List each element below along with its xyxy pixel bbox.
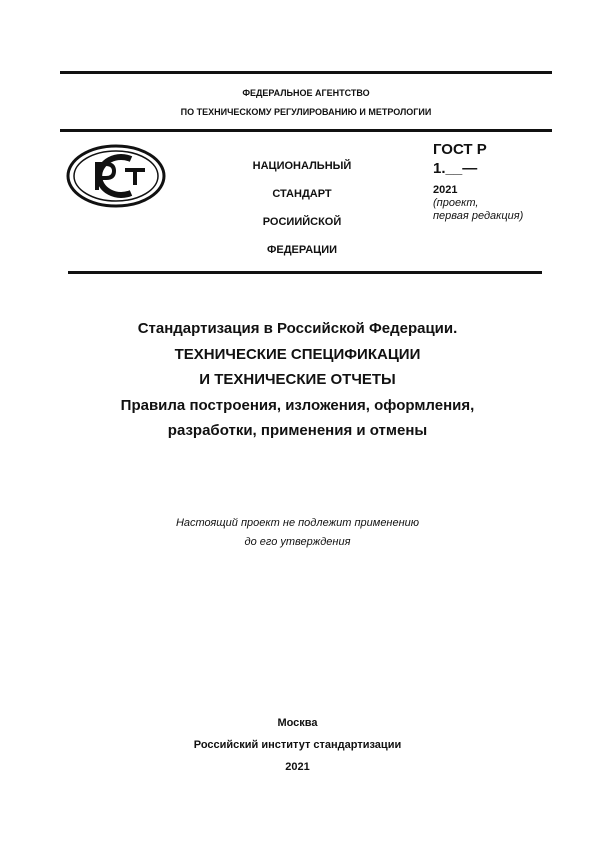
- agency-rule: [60, 129, 552, 132]
- imprint-city: Москва: [277, 717, 318, 729]
- national-standard-line: СТАНДАРТ: [272, 188, 332, 200]
- imprint-publisher: Российский институт стандартизации: [193, 739, 402, 751]
- gost-status-line: первая редакция): [433, 210, 524, 222]
- title-line: Правила построения, изложения, оформления,: [120, 396, 475, 414]
- national-standard-label: [228, 152, 376, 264]
- agency-name: [60, 84, 552, 122]
- gost-status-line: (проект,: [433, 197, 479, 209]
- header-bottom-rule: [68, 271, 542, 274]
- rst-emblem-icon: [65, 143, 167, 209]
- gost-series: ГОСТ Р: [433, 141, 487, 158]
- title-line: Стандартизация в Российской Федерации.: [137, 320, 458, 337]
- gost-status: [433, 197, 523, 223]
- notice-line: до его утверждения: [244, 536, 351, 548]
- national-standard-line: НАЦИОНАЛЬНЫЙ: [252, 160, 352, 172]
- national-standard-line: ФЕДЕРАЦИИ: [266, 244, 338, 256]
- agency-line: ПО ТЕХНИЧЕСКОМУ РЕГУЛИРОВАНИЮ И МЕТРОЛОГИИ: [180, 107, 432, 117]
- title-line: ТЕХНИЧЕСКИЕ СПЕЦИФИКАЦИИ: [174, 345, 421, 363]
- national-standard-line: РОСИИЙСКОЙ: [262, 216, 342, 228]
- top-rule: [60, 71, 552, 74]
- imprint: [100, 712, 495, 778]
- rst-emblem-icon: [65, 143, 167, 214]
- title-line: И ТЕХНИЧЕСКИЕ ОТЧЕТЫ: [199, 371, 396, 388]
- title-line: разработки, применения и отмены: [167, 422, 428, 439]
- draft-notice: [100, 514, 495, 552]
- gost-year: 2021: [433, 184, 458, 196]
- document-title: [30, 316, 565, 444]
- gost-number: 1.__—: [433, 160, 478, 177]
- gost-designation: [433, 140, 523, 223]
- notice-line: Настоящий проект не подлежит применению: [175, 517, 420, 529]
- agency-line: ФЕДЕРАЛЬНОЕ АГЕНТСТВО: [242, 88, 370, 98]
- imprint-year: 2021: [285, 761, 310, 773]
